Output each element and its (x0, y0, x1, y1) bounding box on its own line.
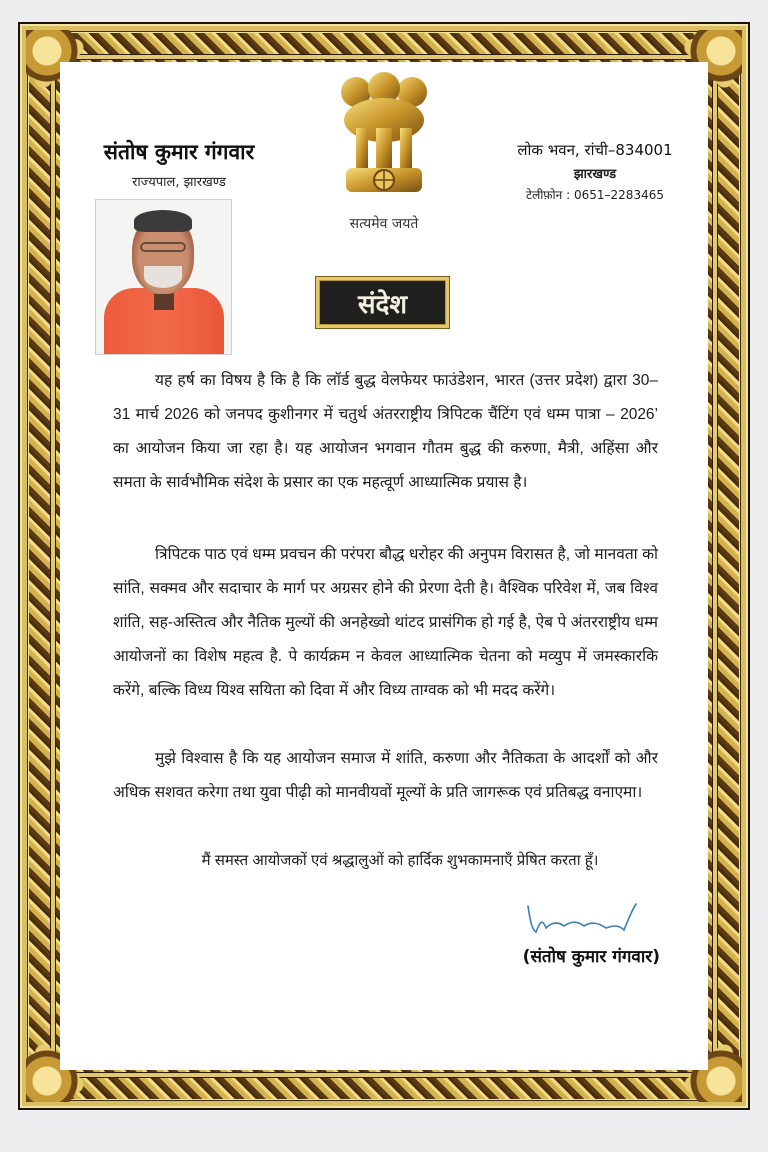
portrait-glasses (140, 242, 186, 252)
address-line-2: झारखण्ड (573, 167, 617, 182)
address-line-1: लोक भवन, रांची–834001 (517, 141, 673, 159)
body-paragraph-1 (113, 364, 658, 500)
portrait-hair (134, 210, 192, 232)
message-heading-plaque (315, 276, 450, 329)
body-paragraph-3 (113, 742, 658, 810)
paragraph-text: मुझे विश्वास है कि यह आयोजन समाज में शांति, करुणा और नैतिकता के आदर्शों को और अधिक सशवत करेगा तथा युवा पीढ़ी को मानवीयवों मूल्यों के प्रति जागरूक एवं प्रतिबद्ध वनाएमा। (113, 750, 658, 801)
emblem-motto: सत्यमेव जयते (349, 216, 419, 232)
telephone-number: टेलीफ़ोन : 0651–2283465 (526, 188, 664, 202)
paragraph-text: यह हर्ष का विषय है कि है कि लॉर्ड बुद्ध वेलफेयर फाउंडेशन, भारत (उत्तर प्रदेश) द्वारा 30–31 मार्च 2026 को जनपद कुशीनगर में चतुर्थ अंतरराष्ट्रीय त्रिपिटक चैंटिंग एवं धम्म पात्रा – 2026’ का आयोजन किया जा रहा है। यह आयोजन भगवान गौतम बुद्ध की करुणा, मैत्री, अहिंसा और समता के सार्वभौमिक संदेश के प्रसार का एक महत्वूर्ण आध्यात्मिक प्रयास है। (113, 372, 658, 491)
sender-portrait-photo (95, 199, 232, 355)
state-emblem-icon (334, 70, 434, 210)
closing-line: मैं समस्त आयोजकों एवं श्रद्धालुओं को हार्दिक शुभकामनाएँ प्रेषित करता हूँ। (201, 852, 599, 869)
sender-name: संतोष कुमार गंगवार (103, 140, 255, 164)
portrait-beard (144, 266, 182, 288)
sender-title: राज्यपाल, झारखण्ड (132, 175, 226, 190)
handwritten-signature-icon (520, 900, 640, 940)
message-heading: संदेश (319, 280, 446, 325)
paragraph-text: त्रिपिटक पाठ एवं धम्म प्रवचन की परंपरा बौद्ध धरोहर की अनुपम विरासत है, जो मानवता को सांति, सक्मव और सदाचार के मार्ग पर अग्रसर होने की प्रेरणा देती है। वैश्विक परिवेश में, जब विश्व शांति, सह-अस्तित्व और नैतिक मुल्यों की अनहेख्वो थांटद प्रासंगिक हो गई है, ऐब पे अंतरराष्ट्रीय धम्म आयोजनों का विशेष महत्व है. पे कार्यक्रम न केवल आध्यात्मिक चेतना को मव्युप में जमस्कारकि करेंगे, बल्कि विध्य यिश्व सयिता को दिवा में और विध्य ताग्वक को भी मदद करेंगे। (113, 546, 658, 699)
signatory-name: (संतोष कुमार गंगवार) (522, 947, 660, 967)
body-paragraph-2 (113, 538, 658, 708)
